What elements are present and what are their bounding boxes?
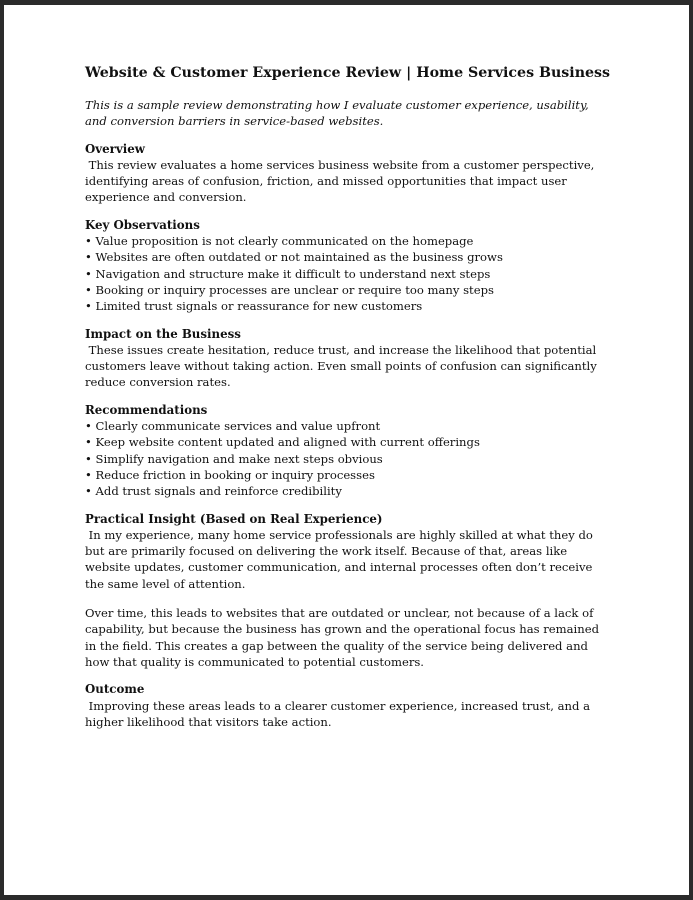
list-item: • Booking or inquiry processes are unclear or require too many steps <box>85 282 494 297</box>
section-heading-key-observations: Key Observations <box>85 217 200 232</box>
section-heading-outcome: Outcome <box>85 682 145 697</box>
section-heading-overview: Overview <box>85 141 145 156</box>
intro-text: This is a sample review demonstrating how I evaluate customer experience, usability, and conversion barriers in service-based websites. <box>85 98 589 129</box>
document-title: Website & Customer Experience Review | Home Services Business <box>85 65 611 81</box>
list-item: • Add trust signals and reinforce credibility <box>85 484 342 499</box>
list-item: • Limited trust signals or reassurance for new customers <box>85 299 423 314</box>
list-item: • Keep website content updated and aligned with current offerings <box>85 435 480 450</box>
section-heading-impact: Impact on the Business <box>85 326 241 341</box>
section-outcome <box>85 681 613 730</box>
section-recommendations <box>85 402 613 500</box>
list-item: • Navigation and structure make it difficult to understand next steps <box>85 266 491 281</box>
section-overview <box>85 141 613 206</box>
section-heading-practical-insight: Practical Insight (Based on Real Experience) <box>85 511 383 526</box>
observations-list <box>85 233 613 314</box>
list-item: • Simplify navigation and make next steps obvious <box>85 451 383 466</box>
recommendations-list <box>85 418 613 499</box>
insight-paragraph-1: In my experience, many home service professionals are highly skilled at what they do but are primarily focused on delivering the work itself. Because of that, areas like website updates, customer communication, and internal processes often don’t receive the same level of attention. <box>85 527 593 591</box>
list-item: • Reduce friction in booking or inquiry processes <box>85 467 375 482</box>
section-practical-insight <box>85 511 613 671</box>
list-item: • Value proposition is not clearly communicated on the homepage <box>85 234 474 249</box>
document-page <box>4 5 689 895</box>
section-impact <box>85 326 613 391</box>
list-item: • Clearly communicate services and value upfront <box>85 419 381 434</box>
insight-paragraph-2: Over time, this leads to websites that are outdated or unclear, not because of a lack of capability, but because the business has grown and the operational focus has remained in the field. This creates a gap between the quality of the service being delivered and how that quality is communicated to potential customers. <box>85 606 600 669</box>
impact-paragraph: These issues create hesitation, reduce trust, and increase the likelihood that potential customers leave without taking action. Even small points of confusion can significantly reduce conversion rates. <box>85 342 597 390</box>
section-heading-recommendations: Recommendations <box>85 402 208 417</box>
outcome-paragraph: Improving these areas leads to a clearer customer experience, increased trust, and a higher likelihood that visitors take action. <box>85 698 591 729</box>
list-item: • Websites are often outdated or not maintained as the business grows <box>85 250 503 265</box>
section-key-observations <box>85 217 613 315</box>
overview-paragraph: This review evaluates a home services business website from a customer perspective, identifying areas of confusion, friction, and missed opportunities that impact user experience and conversion. <box>85 157 595 205</box>
